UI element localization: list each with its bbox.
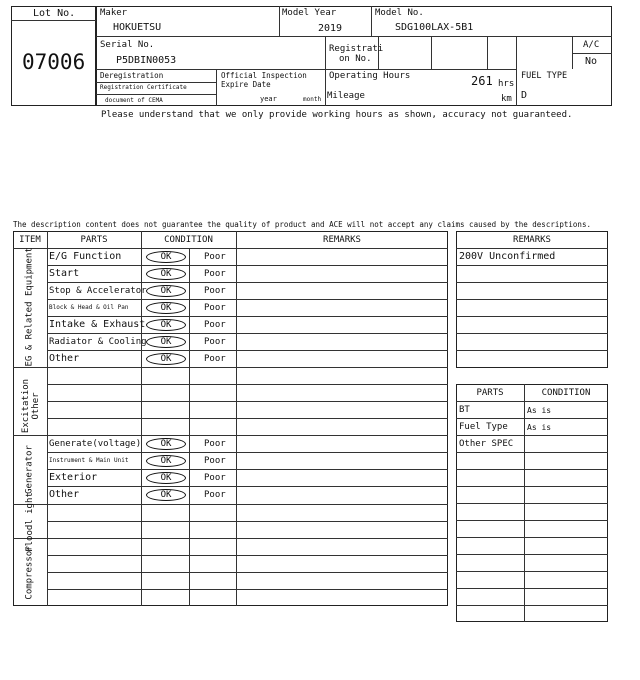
ac-label: A/C [583, 40, 600, 50]
remarks-header: REMARKS [323, 235, 361, 245]
part-block-head-oil-pan: Block & Head & Oil Pan [49, 304, 129, 311]
right-condition-header: CONDITION [541, 388, 591, 398]
maker-label: Maker [100, 8, 128, 18]
poor-label: Poor [204, 473, 226, 483]
model-no-value: SDG100LAX-5B1 [395, 22, 474, 33]
right-remarks-header: REMARKS [513, 235, 551, 245]
mileage-label: Mileage [327, 91, 365, 101]
poor-label: Poor [204, 320, 226, 330]
disclaimer-text: The description content does not guarantee the quality of product and ACE will not accept any claims caused by the descriptions. [13, 220, 591, 229]
part-exterior: Exterior [49, 472, 98, 483]
fuel-type-value: D [521, 90, 528, 101]
parts-header: PARTS [80, 235, 108, 245]
lot-no-label: Lot No. [33, 8, 76, 19]
km-unit: km [501, 94, 512, 104]
remarks-200v-unconfirmed: 200V Unconfirmed [459, 251, 556, 262]
model-no-label: Model No. [375, 8, 424, 18]
right-part-other-spec: Other SPEC [459, 439, 514, 449]
ok-label: OK [160, 303, 172, 313]
poor-label: Poor [204, 456, 226, 466]
item-header: ITEM [19, 235, 41, 245]
part-eg-function: E/G Function [49, 251, 122, 262]
inspection-label: Official Inspection [221, 71, 307, 80]
condition-header: CONDITION [164, 235, 213, 245]
ok-label: OK [160, 473, 172, 483]
part-stop-accelerator: Stop & Accelerator [49, 286, 147, 296]
operating-hours-value: 261 [471, 74, 493, 88]
poor-label: Poor [204, 439, 226, 449]
fuel-type-label: FUEL TYPE [521, 71, 568, 81]
right-condition-fuel-type: As is [527, 423, 552, 432]
hrs-unit: hrs [498, 79, 515, 89]
part-other-generator: Other [49, 489, 80, 500]
ok-label: OK [160, 320, 172, 330]
poor-label: Poor [204, 354, 226, 364]
model-year-value: 2019 [318, 23, 343, 34]
eg-group-label: EG & Related Equipment [24, 247, 35, 367]
poor-label: Poor [204, 269, 226, 279]
compressor-group-label: Compressor [24, 545, 35, 600]
expire-date-label: Expire Date [221, 80, 271, 89]
poor-label: Poor [204, 490, 226, 500]
generator-group-label: Generator [24, 445, 35, 494]
part-generate-voltage: Generate(voltage) [49, 439, 142, 449]
maker-value: HOKUETSU [113, 22, 162, 33]
right-condition-bt: As is [527, 406, 552, 415]
part-instrument-main-unit: Instrument & Main Unit [49, 457, 129, 464]
ok-label: OK [160, 354, 172, 364]
excitation-group-label: Excitation Other [21, 378, 41, 434]
ok-label: OK [160, 337, 172, 347]
cema-document-label: document of CEMA [105, 97, 163, 104]
ok-label: OK [160, 456, 172, 466]
deregistration-label: Deregistration [100, 71, 164, 80]
ok-label: OK [160, 439, 172, 449]
year-label: year [260, 95, 277, 103]
right-part-bt: BT [459, 405, 470, 415]
registration-certificate-label: Registration Certificate [100, 84, 187, 91]
ok-label: OK [160, 269, 172, 279]
registration-label-2: on No. [339, 54, 372, 64]
model-year-label: Model Year [282, 8, 337, 18]
ok-label: OK [160, 252, 172, 262]
operating-hours-label: Operating Hours [329, 71, 411, 81]
month-label: month [303, 96, 322, 103]
lot-no-value: 07006 [22, 50, 86, 74]
poor-label: Poor [204, 303, 226, 313]
part-radiator-cooling: Radiator & Cooling [49, 337, 147, 347]
poor-label: Poor [204, 252, 226, 262]
part-intake-exhaust: Intake & Exhaust [49, 319, 146, 330]
serial-no-label: Serial No. [100, 40, 155, 50]
poor-label: Poor [204, 286, 226, 296]
part-start: Start [49, 268, 80, 279]
floodlight-group-label: Floodl ight [25, 492, 35, 552]
ac-value: No [585, 56, 598, 67]
part-other-eg: Other [49, 353, 80, 364]
poor-label: Poor [204, 337, 226, 347]
right-part-fuel-type: Fuel Type [459, 422, 508, 432]
registration-label: Registrati [329, 44, 384, 54]
ok-label: OK [160, 490, 172, 500]
serial-no-value: P5DBIN0053 [116, 55, 177, 66]
right-parts-header: PARTS [476, 388, 504, 398]
hours-accuracy-note: Please understand that we only provide working hours as shown, accuracy not guaranteed. [101, 110, 573, 120]
ok-label: OK [160, 286, 172, 296]
